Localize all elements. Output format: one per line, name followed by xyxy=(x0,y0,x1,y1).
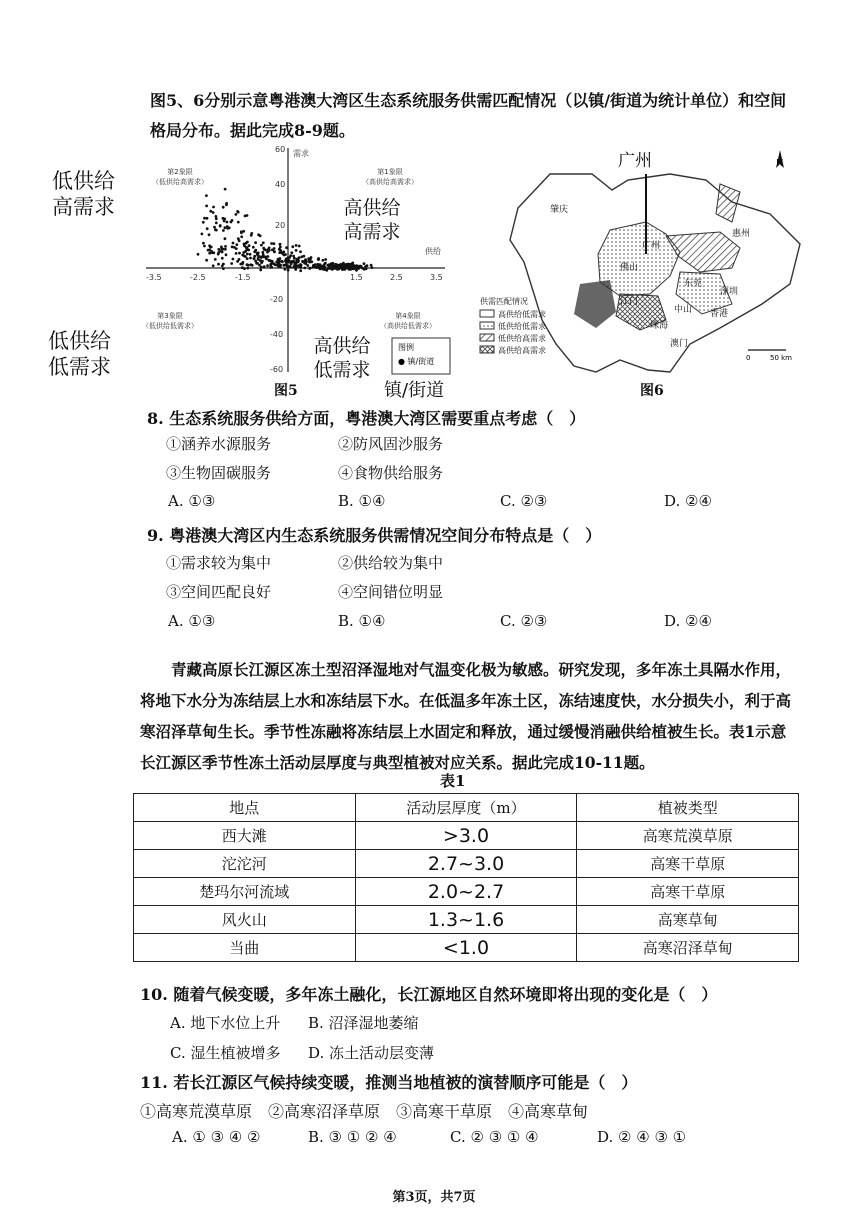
scatter-point xyxy=(273,247,276,250)
scatter-point xyxy=(299,269,302,272)
table-cell: 当曲 xyxy=(134,934,356,962)
scatter-point xyxy=(202,221,205,224)
scatter-point xyxy=(337,267,340,270)
fig6-legend-item: 低供给高需求 xyxy=(498,334,546,343)
scatter-point xyxy=(347,263,350,266)
q10-option-d[interactable]: D. 冻土活动层变薄 xyxy=(308,1044,435,1062)
scatter-point xyxy=(240,235,243,238)
q9-option-a[interactable]: A. ①③ xyxy=(168,612,216,630)
table-cell: 1.3~1.6 xyxy=(355,906,577,934)
scatter-point xyxy=(242,251,245,254)
scatter-point xyxy=(279,246,282,249)
q2-label: 第2象限 xyxy=(167,168,193,176)
city-huizhou: 惠州 xyxy=(732,229,751,239)
scatter-point xyxy=(284,268,287,271)
city-hongkong: 香港 xyxy=(710,309,729,319)
scatter-point xyxy=(273,251,276,254)
scatter-point xyxy=(294,262,297,265)
page-footer: 第3页，共7页 xyxy=(392,1190,476,1205)
fig6-caption: 图6 xyxy=(640,383,664,399)
scatter-point xyxy=(259,234,262,237)
scatter-point xyxy=(292,255,295,258)
scatter-point xyxy=(285,258,288,261)
scatter-point xyxy=(212,206,215,209)
scatter-point xyxy=(257,254,260,257)
overlay-q1-line1: 高供给 xyxy=(343,197,401,219)
x-tick: 3.5 xyxy=(430,273,443,282)
scatter-point xyxy=(247,249,250,252)
q8-item: ①涵养水源服务 xyxy=(166,435,272,453)
q8-option-c[interactable]: C. ②③ xyxy=(500,492,548,510)
scatter-point xyxy=(285,261,288,264)
q9-option-d[interactable]: D. ②④ xyxy=(664,612,712,630)
city-dongguan: 东莞 xyxy=(684,279,703,289)
scatter-point xyxy=(288,259,291,262)
city-zhongshan: 中山 xyxy=(674,305,693,315)
q3-label: 第3象限 xyxy=(157,312,183,320)
scatter-point xyxy=(352,268,355,271)
scatter-point xyxy=(261,255,264,258)
table-cell: 2.7~3.0 xyxy=(355,850,577,878)
fig6-legend-item: 低供给低需求 xyxy=(498,322,546,331)
scatter-point xyxy=(243,254,246,257)
fig6-legend xyxy=(480,296,546,355)
scatter-point xyxy=(267,255,270,258)
scatter-point xyxy=(213,226,216,229)
scatter-point xyxy=(259,269,262,272)
fig5-side-label-top: 低供给 高需求 xyxy=(52,169,115,219)
fig5-scatter-plot xyxy=(140,142,460,382)
overlay-q1-line2: 高需求 xyxy=(343,221,401,243)
scatter-point xyxy=(351,265,354,268)
scatter-point xyxy=(205,205,208,208)
scatter-point xyxy=(246,253,249,256)
q8-item: ④食物供给服务 xyxy=(338,464,444,482)
table-cell: 风火山 xyxy=(134,906,356,934)
table-cell: 高寒沼泽草甸 xyxy=(577,934,799,962)
scatter-point xyxy=(267,248,270,251)
scatter-point xyxy=(235,252,238,255)
scatter-point xyxy=(242,230,245,233)
scatter-point xyxy=(278,260,281,263)
scatter-point xyxy=(235,247,238,250)
scatter-point xyxy=(324,258,327,261)
q10-option-c[interactable]: C. 湿生植被增多 xyxy=(170,1044,281,1062)
scatter-point xyxy=(238,258,241,261)
scatter-point xyxy=(225,253,228,256)
q9-item: ③空间匹配良好 xyxy=(166,583,272,601)
q8-option-a[interactable]: A. ①③ xyxy=(168,492,216,510)
fig5-legend-title: 图例 xyxy=(398,343,414,352)
scatter-point xyxy=(208,252,211,255)
table-1 xyxy=(133,793,799,962)
q10-option-a[interactable]: A. 地下水位上升 xyxy=(170,1014,281,1032)
table-cell: 2.0~2.7 xyxy=(355,878,577,906)
scatter-point xyxy=(231,219,234,222)
scatter-point xyxy=(223,218,226,221)
scatter-point xyxy=(336,263,339,266)
intro-text: 图5、6分别示意粤港澳大湾区生态系统服务供需匹配情况（以镇/街道为统计单位）和空间格局分布。据此完成8-9题。 xyxy=(150,91,787,140)
scatter-point xyxy=(260,244,263,247)
scatter-point xyxy=(276,264,279,267)
y-tick: 60 xyxy=(275,145,286,154)
q1-label: 第1象限 xyxy=(377,168,403,176)
q4-label: 第4象限 xyxy=(395,312,421,320)
q3-sublabel: （低供给低需求） xyxy=(142,322,198,330)
scatter-point xyxy=(217,251,220,254)
scatter-point xyxy=(222,263,225,266)
scatter-point xyxy=(253,255,256,258)
table-header-cell: 地点 xyxy=(134,794,356,822)
scatter-point xyxy=(363,268,366,271)
scatter-point xyxy=(205,259,208,262)
q11-items: ①高寒荒漠草原 ②高寒沼泽草原 ③高寒干草原 ④高寒草甸 xyxy=(140,1102,589,1121)
x-axis-label: 供给 xyxy=(425,247,441,256)
scatter-point xyxy=(254,249,257,252)
scatter-point xyxy=(339,263,342,266)
scatter-point xyxy=(284,253,287,256)
fig5-overlay-town: 镇/街道 xyxy=(384,380,445,401)
scatter-point xyxy=(240,231,243,234)
city-zhuhai: 珠海 xyxy=(650,321,669,331)
scatter-point xyxy=(310,256,313,259)
scatter-point xyxy=(263,265,266,268)
y-axis-label: 需求 xyxy=(293,149,309,158)
city-foshan: 佛山 xyxy=(620,263,639,273)
scatter-point xyxy=(271,262,274,265)
scatter-point xyxy=(303,267,306,270)
scatter-point xyxy=(222,206,225,209)
scatter-point xyxy=(303,255,306,258)
scatter-point xyxy=(217,263,220,266)
q9-item: ②供给较为集中 xyxy=(338,554,444,572)
scatter-point xyxy=(215,217,218,220)
scatter-point xyxy=(250,263,253,266)
scatter-point xyxy=(209,210,212,213)
x-tick: 2.5 xyxy=(390,273,403,282)
scatter-point xyxy=(249,257,252,260)
y-tick: -40 xyxy=(270,330,284,339)
scatter-point xyxy=(317,257,320,260)
fig5-caption: 图5 xyxy=(274,383,298,399)
figure-5 xyxy=(140,142,460,382)
scatter-point xyxy=(358,266,361,269)
scatter-point xyxy=(206,217,209,220)
y-tick: -20 xyxy=(270,295,284,304)
fig6-legend-item: 高供给高需求 xyxy=(498,346,546,355)
scale-zero: 0 xyxy=(746,354,751,362)
scatter-point xyxy=(287,269,290,272)
scale-km: 50 km xyxy=(770,354,793,362)
table-cell: 高寒干草原 xyxy=(577,850,799,878)
q8-stem: 8. 生态系统服务供给方面，粤港澳大湾区需要重点考虑（ ） xyxy=(147,409,586,428)
fig5-legend-item: ● 镇/街道 xyxy=(398,357,435,366)
table-row xyxy=(134,822,799,850)
scatter-point xyxy=(215,222,218,225)
scatter-point xyxy=(259,259,262,262)
scatter-point xyxy=(279,257,282,260)
scatter-point xyxy=(224,245,227,248)
overlay-q4-line2: 低需求 xyxy=(313,359,371,381)
scatter-point xyxy=(261,251,264,254)
scatter-point xyxy=(260,266,263,269)
scatter-point xyxy=(230,262,233,265)
scatter-point xyxy=(231,246,234,249)
scatter-point xyxy=(289,266,292,269)
scatter-point xyxy=(290,251,293,254)
x-tick: -1.5 xyxy=(235,273,251,282)
scatter-point xyxy=(270,266,273,269)
table-cell: <1.0 xyxy=(355,934,577,962)
scatter-point xyxy=(295,244,298,247)
table-row xyxy=(134,878,799,906)
scatter-point xyxy=(222,267,225,270)
table-row xyxy=(134,934,799,962)
scatter-point xyxy=(254,260,257,263)
scatter-point xyxy=(245,246,248,249)
scatter-point xyxy=(246,267,249,270)
scatter-point xyxy=(283,264,286,267)
scatter-point xyxy=(224,226,227,229)
scatter-point xyxy=(211,251,214,254)
scatter-point xyxy=(252,246,255,249)
scatter-point xyxy=(209,246,212,249)
x-tick: 1.5 xyxy=(350,273,363,282)
scatter-point xyxy=(279,265,282,268)
scatter-point xyxy=(232,258,235,261)
scatter-point xyxy=(246,214,249,217)
scatter-point xyxy=(212,264,215,267)
scatter-point xyxy=(221,257,224,260)
scatter-point xyxy=(279,243,282,246)
city-jiangmen: 江门 xyxy=(620,297,639,307)
table-row xyxy=(134,850,799,878)
table-header-row xyxy=(134,794,799,822)
scatter-point xyxy=(224,188,227,191)
scatter-point xyxy=(247,264,250,267)
q9-option-c[interactable]: C. ②③ xyxy=(500,612,548,630)
fig5-side-label-bottom: 低供给 低需求 xyxy=(48,329,111,379)
scatter-point xyxy=(298,245,301,248)
scatter-point xyxy=(253,257,256,260)
scatter-point xyxy=(232,242,235,245)
scatter-point xyxy=(281,252,284,255)
table-cell: 高寒草甸 xyxy=(577,906,799,934)
scatter-point xyxy=(237,221,240,224)
scatter-point xyxy=(206,227,209,230)
passage-text: 青藏高原长江源区冻土型沼泽湿地对气温变化极为敏感。研究发现，多年冻土具隔水作用，将地下水分为冻结层上水和冻结层下水。在低温多年冻土区，冻结速度快，水分损失小，利于高寒沼泽草甸生长。季节性冻融将冻结层上水固定和释放，通过缓慢消融供给植被生长。表1示意长江源区季节性冻土活动层厚度与典型植被对应关系。据此完成10-11题。 xyxy=(140,660,792,772)
table-cell: 西大滩 xyxy=(134,822,356,850)
scatter-point xyxy=(295,249,298,252)
scatter-point xyxy=(308,261,311,264)
fig6-legend-item: 高供给低需求 xyxy=(498,310,546,319)
scatter-point xyxy=(371,266,374,269)
scatter-point xyxy=(226,221,229,224)
scatter-point xyxy=(243,243,246,246)
fig6-map xyxy=(470,144,810,384)
scatter-point xyxy=(246,257,249,260)
figure-6 xyxy=(470,144,810,384)
table-cell: >3.0 xyxy=(355,822,577,850)
scatter-point xyxy=(370,264,373,267)
scatter-point xyxy=(363,262,366,265)
q8-item: ③生物固碳服务 xyxy=(166,464,272,482)
scatter-point xyxy=(224,237,227,240)
scatter-point xyxy=(292,265,295,268)
scatter-point xyxy=(308,267,311,270)
q10-option-b[interactable]: B. 沼泽湿地萎缩 xyxy=(308,1014,419,1032)
scatter-point xyxy=(248,244,251,247)
scatter-point xyxy=(222,248,225,251)
scatter-point xyxy=(262,241,265,244)
table-row xyxy=(134,906,799,934)
scatter-point xyxy=(257,257,260,260)
scatter-point xyxy=(296,265,299,268)
scatter-point xyxy=(237,237,240,240)
table-cell: 高寒荒漠草原 xyxy=(577,822,799,850)
scatter-point xyxy=(257,252,260,255)
scatter-point xyxy=(208,233,211,236)
table-cell: 沱沱河 xyxy=(134,850,356,878)
scatter-point xyxy=(197,253,200,256)
scatter-point xyxy=(264,249,267,252)
scatter-point xyxy=(305,259,308,262)
scatter-point xyxy=(208,249,211,252)
q8-item: ②防风固沙服务 xyxy=(338,435,444,453)
scatter-point xyxy=(246,241,249,244)
scatter-point xyxy=(203,217,206,220)
scatter-point xyxy=(323,263,326,266)
scatter-point xyxy=(235,243,238,246)
q2-sublabel: （低供给高需求） xyxy=(152,178,208,186)
scatter-point xyxy=(214,258,217,261)
scatter-point xyxy=(324,268,327,271)
city-shenzhen: 深圳 xyxy=(720,287,739,297)
q11-option-a[interactable]: A. ① ③ ④ ② xyxy=(172,1128,261,1146)
scatter-point xyxy=(289,254,292,257)
scatter-point xyxy=(219,225,222,228)
scatter-point xyxy=(250,234,253,237)
scatter-point xyxy=(203,245,206,248)
city-zhaoqing: 肇庆 xyxy=(550,205,569,215)
scatter-point xyxy=(205,194,208,197)
city-guangzhou-inner: 广州 xyxy=(642,241,661,251)
y-tick: -60 xyxy=(270,365,284,374)
q4-sublabel: （高供给低需求） xyxy=(380,322,436,330)
scatter-point xyxy=(225,202,228,205)
city-macau: 澳门 xyxy=(670,339,689,349)
scatter-point xyxy=(304,262,307,265)
q11-option-c[interactable]: C. ② ③ ① ④ xyxy=(450,1128,539,1146)
scatter-point xyxy=(296,260,299,263)
scatter-point xyxy=(329,267,332,270)
q8-option-b[interactable]: B. ①④ xyxy=(338,492,386,510)
table-cell: 楚玛尔河流域 xyxy=(134,878,356,906)
scatter-point xyxy=(278,251,281,254)
scatter-point xyxy=(201,233,204,236)
scatter-point xyxy=(256,262,259,265)
scatter-point xyxy=(344,266,347,269)
table-header-cell: 植被类型 xyxy=(577,794,799,822)
q9-item: ④空间错位明显 xyxy=(338,583,444,601)
scatter-point xyxy=(319,267,322,270)
scatter-point xyxy=(301,260,304,263)
scatter-point xyxy=(285,246,288,249)
table-header-cell: 活动层厚度（m） xyxy=(355,794,577,822)
scatter-point xyxy=(270,242,273,245)
scatter-point xyxy=(322,259,325,262)
q9-item: ①需求较为集中 xyxy=(166,554,272,572)
scatter-point xyxy=(280,260,283,263)
y-tick: 40 xyxy=(275,180,286,189)
scatter-point xyxy=(299,250,302,253)
q11-option-d[interactable]: D. ② ④ ③ ① xyxy=(597,1128,687,1146)
q8-option-d[interactable]: D. ②④ xyxy=(664,492,712,510)
q11-stem: 11. 若长江源区气候持续变暖，推测当地植被的演替顺序可能是（ ） xyxy=(140,1073,638,1092)
q11-option-b[interactable]: B. ③ ① ② ④ xyxy=(308,1128,397,1146)
scatter-point xyxy=(241,262,244,265)
table-cell: 高寒干草原 xyxy=(577,878,799,906)
scatter-point xyxy=(238,252,241,255)
scatter-point xyxy=(202,242,205,245)
scatter-point xyxy=(249,253,252,256)
overlay-q4-line1: 高供给 xyxy=(313,335,371,357)
scatter-point xyxy=(235,213,238,216)
scatter-point xyxy=(312,265,315,268)
scatter-point xyxy=(335,267,338,270)
scatter-point xyxy=(291,245,294,248)
scatter-point xyxy=(318,265,321,268)
scatter-point xyxy=(226,227,229,230)
scatter-point xyxy=(215,229,218,232)
q9-option-b[interactable]: B. ①④ xyxy=(338,612,386,630)
table1-caption: 表1 xyxy=(440,772,466,790)
guangzhou-label: 广州 xyxy=(618,151,652,171)
scatter-point xyxy=(237,211,240,214)
scatter-point xyxy=(241,266,244,269)
scatter-point xyxy=(254,241,257,244)
y-tick: 20 xyxy=(275,221,286,230)
q9-stem: 9. 粤港澳大湾区内生态系统服务供需情况空间分布特点是（ ） xyxy=(147,526,602,545)
q1-sublabel: （高供给高需求） xyxy=(362,178,418,186)
scatter-point xyxy=(268,259,271,262)
x-tick: -2.5 xyxy=(190,273,206,282)
fig6-legend-title: 供需匹配情况 xyxy=(480,297,528,306)
scatter-point xyxy=(222,229,225,232)
q10-stem: 10. 随着气候变暖，多年冻土融化，长江源地区自然环境即将出现的变化是（ ） xyxy=(140,985,718,1004)
x-tick: -3.5 xyxy=(146,273,162,282)
scatter-point xyxy=(266,264,269,267)
